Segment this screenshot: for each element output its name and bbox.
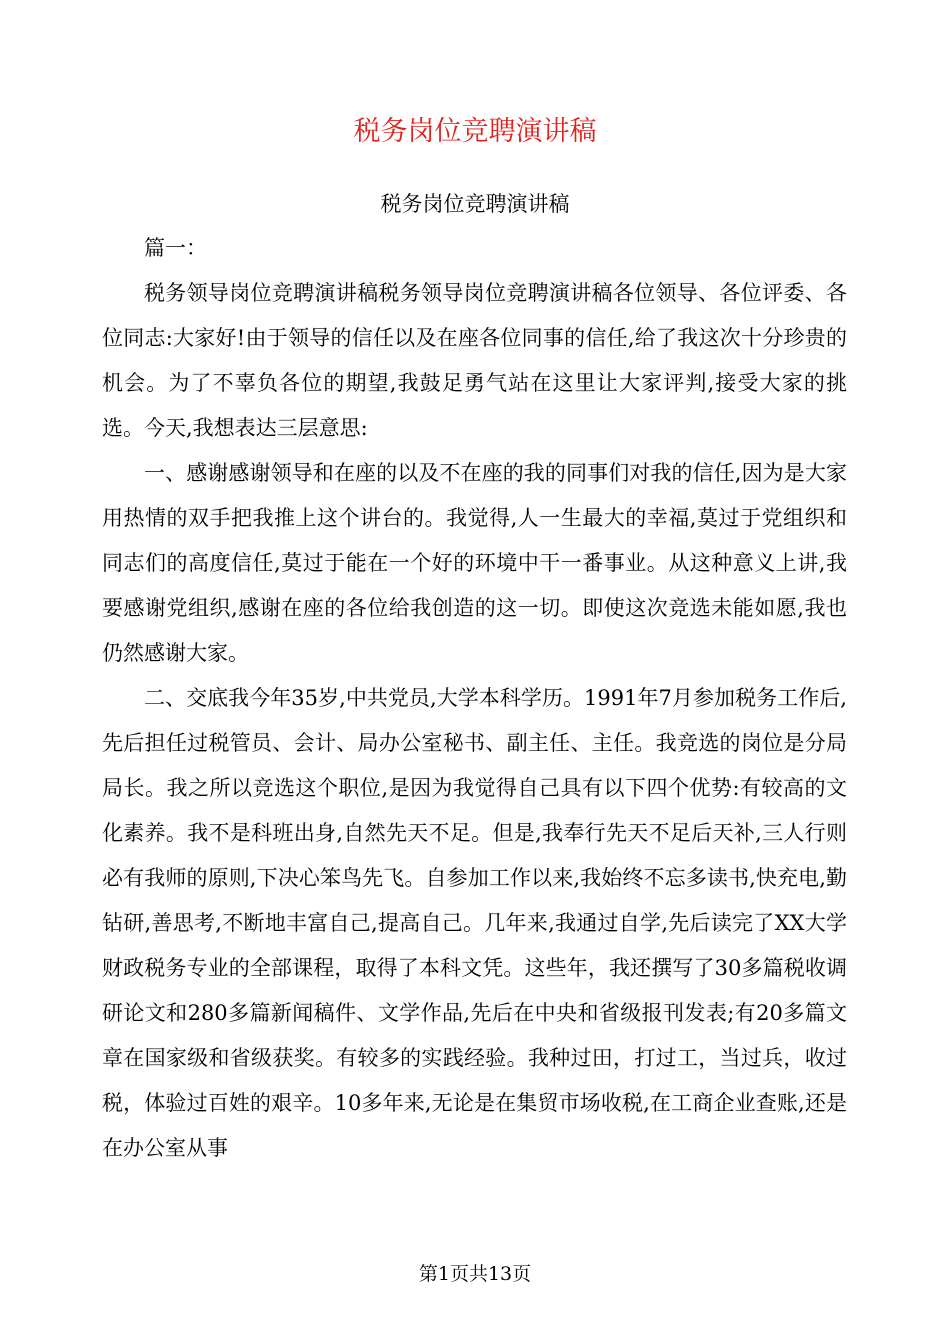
body-paragraph: 一、感谢感谢领导和在座的以及不在座的我的同事们对我的信任,因为是大家用热情的双手把我推上这个讲台的。我觉得,人一生最大的幸福,莫过于党组织和同志们的高度信任,莫过于能在一个好的环境中干一番事业。从这种意义上讲,我要感谢党组织,感谢在座的各位给我创造的这一切。即使这次竞选未能如愿,我也仍然感谢大家。 — [102, 461, 847, 665]
document-body — [102, 226, 847, 1171]
body-paragraph: 二、交底我今年35岁,中共党员,大学本科学历。1991年7月参加税务工作后,先后担任过税管员、会计、局办公室秘书、副主任、主任。我竞选的岗位是分局局长。我之所以竞选这个职位,是因为我觉得自己具有以下四个优势:有较高的文化素养。我不是科班出身,自然先天不足。但是,我奉行先天不足后天补,三人行则必有我师的原则,下决心笨鸟先飞。自参加工作以来,我始终不忘多读书,快充电,勤钻研,善思考,不断地丰富自己,提高自己。几年来,我通过自学,先后读完了XX大学财政税务专业的全部课程，取得了本科文凭。这些年，我还撰写了30多篇税收调研论文和280多篇新闻稿件、文学作品,先后在中央和省级报刊发表;有20多篇文章在国家级和省级获奖。有较多的实践经验。我种过田，打过工，当过兵，收过税，体验过百姓的艰辛。10多年来,无论是在集贸市场收税,在工商企业查账,还是在办公室从事 — [102, 686, 847, 1160]
section-heading: 篇一： — [144, 236, 207, 260]
document-title: 税务岗位竞聘演讲稿 — [353, 116, 597, 147]
page-number-footer: 第1页共13页 — [418, 1263, 532, 1285]
document-subtitle: 税务岗位竞聘演讲稿 — [380, 192, 570, 216]
body-paragraph: 税务领导岗位竞聘演讲稿税务领导岗位竞聘演讲稿各位领导、各位评委、各位同志:大家好!由于领导的信任以及在座各位同事的信任,给了我这次十分珍贵的机会。为了不辜负各位的期望,我鼓足勇气站在这里让大家评判,接受大家的挑选。今天,我想表达三层意思: — [102, 281, 847, 440]
